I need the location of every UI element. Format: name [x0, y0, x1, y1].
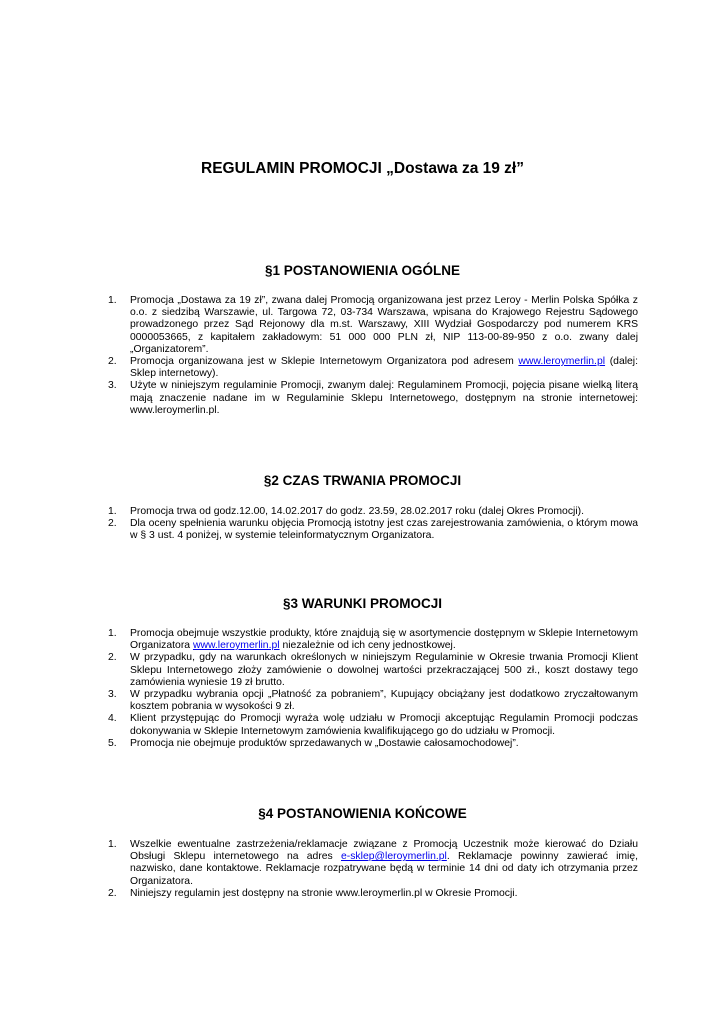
section-4-list: [108, 839, 638, 900]
list-item: 4. Klient przystępując do Promocji wyraża wolę udziału w Promocji akceptując Regulamin Promocji podczas dokonywania w Sklepie Internetowym zamówienia kwalifikującego go do udziału w Promocji.: [108, 713, 638, 737]
email-link[interactable]: e-sklep@leroymerlin.pl: [341, 851, 447, 863]
list-item: 5. Promocja nie obejmuje produktów sprzedawanych w „Dostawie całosamochodowej”.: [108, 737, 519, 749]
section-1-list: [108, 295, 638, 417]
list-item: 1. Promocja obejmuje wszystkie produkty, które znajdują się w asortymencie dostępnym w Sklepie Internetowym Organizatora www.leroymerlin.pl niezależnie od ich ceny jednostkowej.: [108, 628, 638, 652]
section-3-list: [108, 628, 638, 750]
list-item: 2. Niniejszy regulamin jest dostępny na stronie www.leroymerlin.pl w Okresie Promocji.: [108, 887, 518, 899]
leroymerlin-link[interactable]: www.leroymerlin.pl: [518, 356, 606, 368]
section-heading-4: §4 POSTANOWIENIA KOŃCOWE: [258, 806, 467, 821]
document-title: REGULAMIN PROMOCJI „Dostawa za 19 zł”: [201, 160, 524, 177]
section-heading-3: §3 WARUNKI PROMOCJI: [282, 596, 443, 611]
list-item: 3. Użyte w niniejszym regulaminie Promocji, zwanym dalej: Regulaminem Promocji, pojęcia pisane wielką literą mają znaczenie nadane im w Regulaminie Sklepu Internetowego, dostępnym na stronie internetowej: www.leroymerlin.pl.: [108, 380, 638, 416]
leroymerlin-link[interactable]: www.leroymerlin.pl: [192, 640, 280, 652]
section-heading-1: §1 POSTANOWIENIA OGÓLNE: [264, 263, 461, 278]
list-item: 1. Promocja „Dostawa za 19 zł”, zwana dalej Promocją organizowana jest przez Leroy - Merlin Polska Spółka z o.o. z siedzibą Warszawie, ul. Targowa 72, 03-734 Warszawa, wpisana do Krajowego Rejestru Sądowego prowadzonego przez Sąd Rejonowy dla m.st. Warszawy, XIII Wydział Gospodarczy pod numerem KRS 0000053665, z kapitałem zakładowym: 51 000 000 PLN zł, NIP 113-00-89-950 z o.o. zwany dalej „Organizatorem”.: [108, 295, 638, 355]
section-heading-2: §2 CZAS TRWANIA PROMOCJI: [263, 473, 462, 488]
list-item: 2. Dla oceny spełnienia warunku objęcia Promocją istotny jest czas zarejestrowania zamówienia, o którym mowa w § 3 ust. 4 poniżej, w systemie teleinformatycznym Organizatora.: [108, 518, 638, 542]
list-item: 1. Wszelkie ewentualne zastrzeżenia/reklamacje związane z Promocją Uczestnik może kierować do Działu Obsługi Sklepu internetowego na adres e-sklep@leroymerlin.pl. Reklamacje powinny zawierać imię, nazwisko, dane kontaktowe. Reklamacje rozpatrywane będą w terminie 14 dni od daty ich otrzymania przez Organizatora.: [108, 839, 639, 887]
list-item: 2. Promocja organizowana jest w Sklepie Internetowym Organizatora pod adresem www.leroymerlin.pl (dalej: Sklep internetowy).: [108, 356, 639, 380]
section-2-list: [108, 506, 638, 543]
list-item: 3. W przypadku wybrania opcji „Płatność za pobraniem”, Kupujący obciążany jest dodatkowo zryczałtowanym kosztem pobrania w wysokości 9 zł.: [108, 689, 638, 713]
list-item: 2. W przypadku, gdy na warunkach określonych w niniejszym Regulaminie w Okresie trwania Promocji Klient Sklepu Internetowego złoży zamówienie o dowolnej wartości przekraczającej 500 zł., koszt dostawy tego zamówienia wyniesie 19 zł brutto.: [108, 652, 638, 688]
list-item: 1. Promocja trwa od godz.12.00, 14.02.2017 do godz. 23.59, 28.02.2017 roku (dalej Okres Promocji).: [108, 506, 584, 517]
